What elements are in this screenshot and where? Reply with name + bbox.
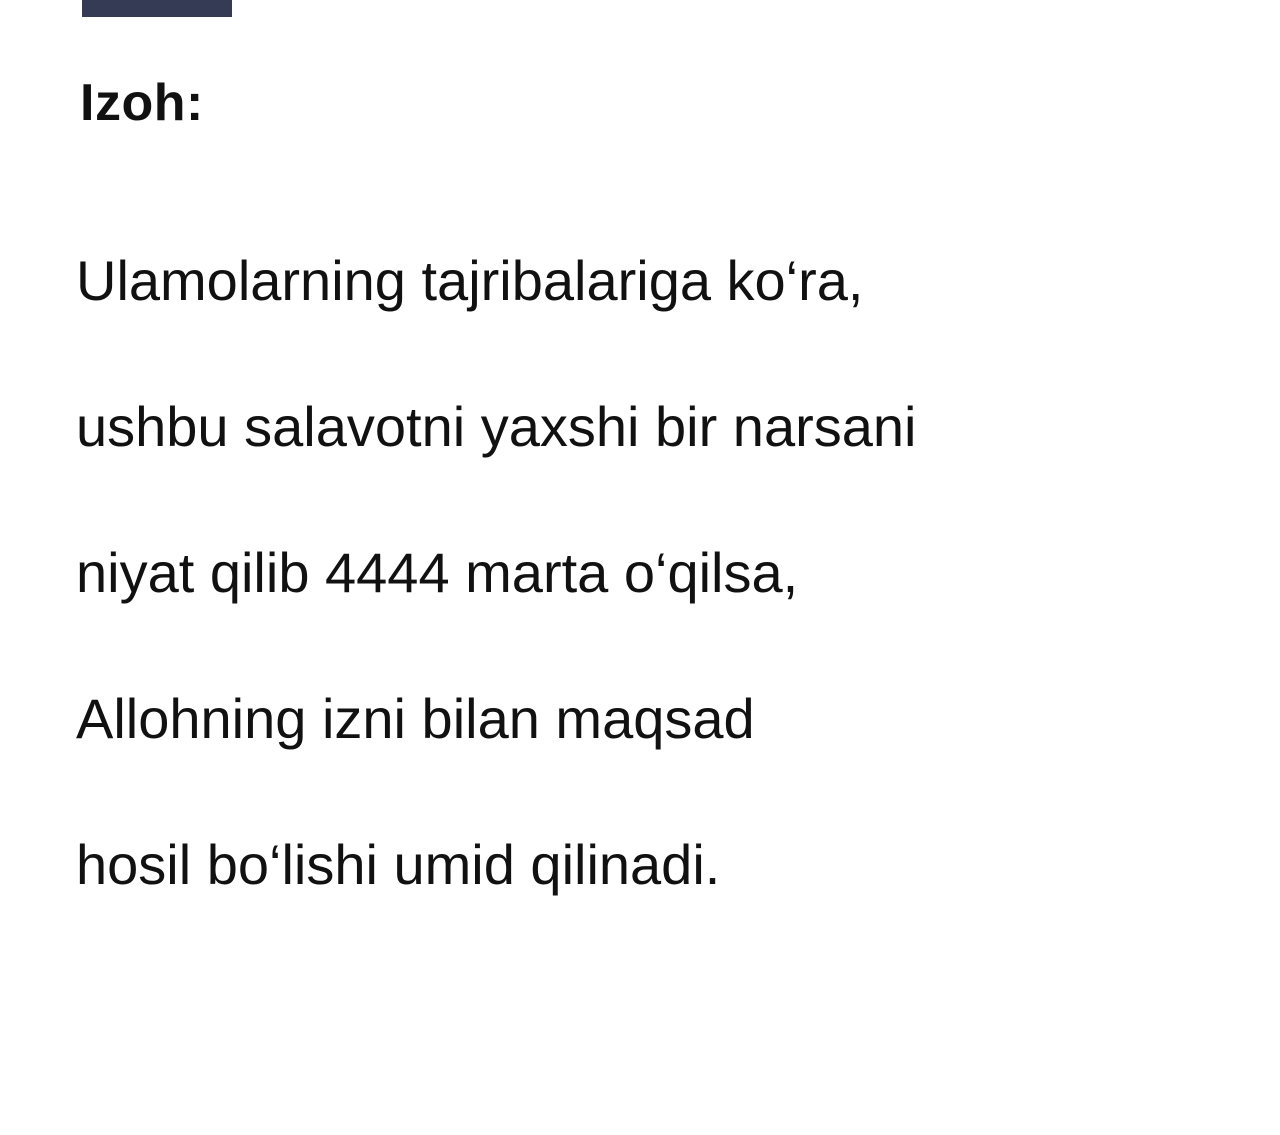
- note-line: Ulamolarning tajribalariga ko‘ra,: [76, 249, 864, 312]
- note-line: Allohning izni bilan maqsad: [76, 687, 755, 750]
- note-heading: Izoh:: [80, 74, 204, 132]
- note-line: niyat qilib 4444 marta o‘qilsa,: [76, 541, 799, 604]
- accent-bar: [82, 0, 232, 17]
- note-body: [76, 240, 916, 970]
- note-line: hosil bo‘lishi umid qilinadi.: [76, 833, 721, 896]
- note-line: ushbu salavotni yaxshi bir narsani: [76, 395, 917, 458]
